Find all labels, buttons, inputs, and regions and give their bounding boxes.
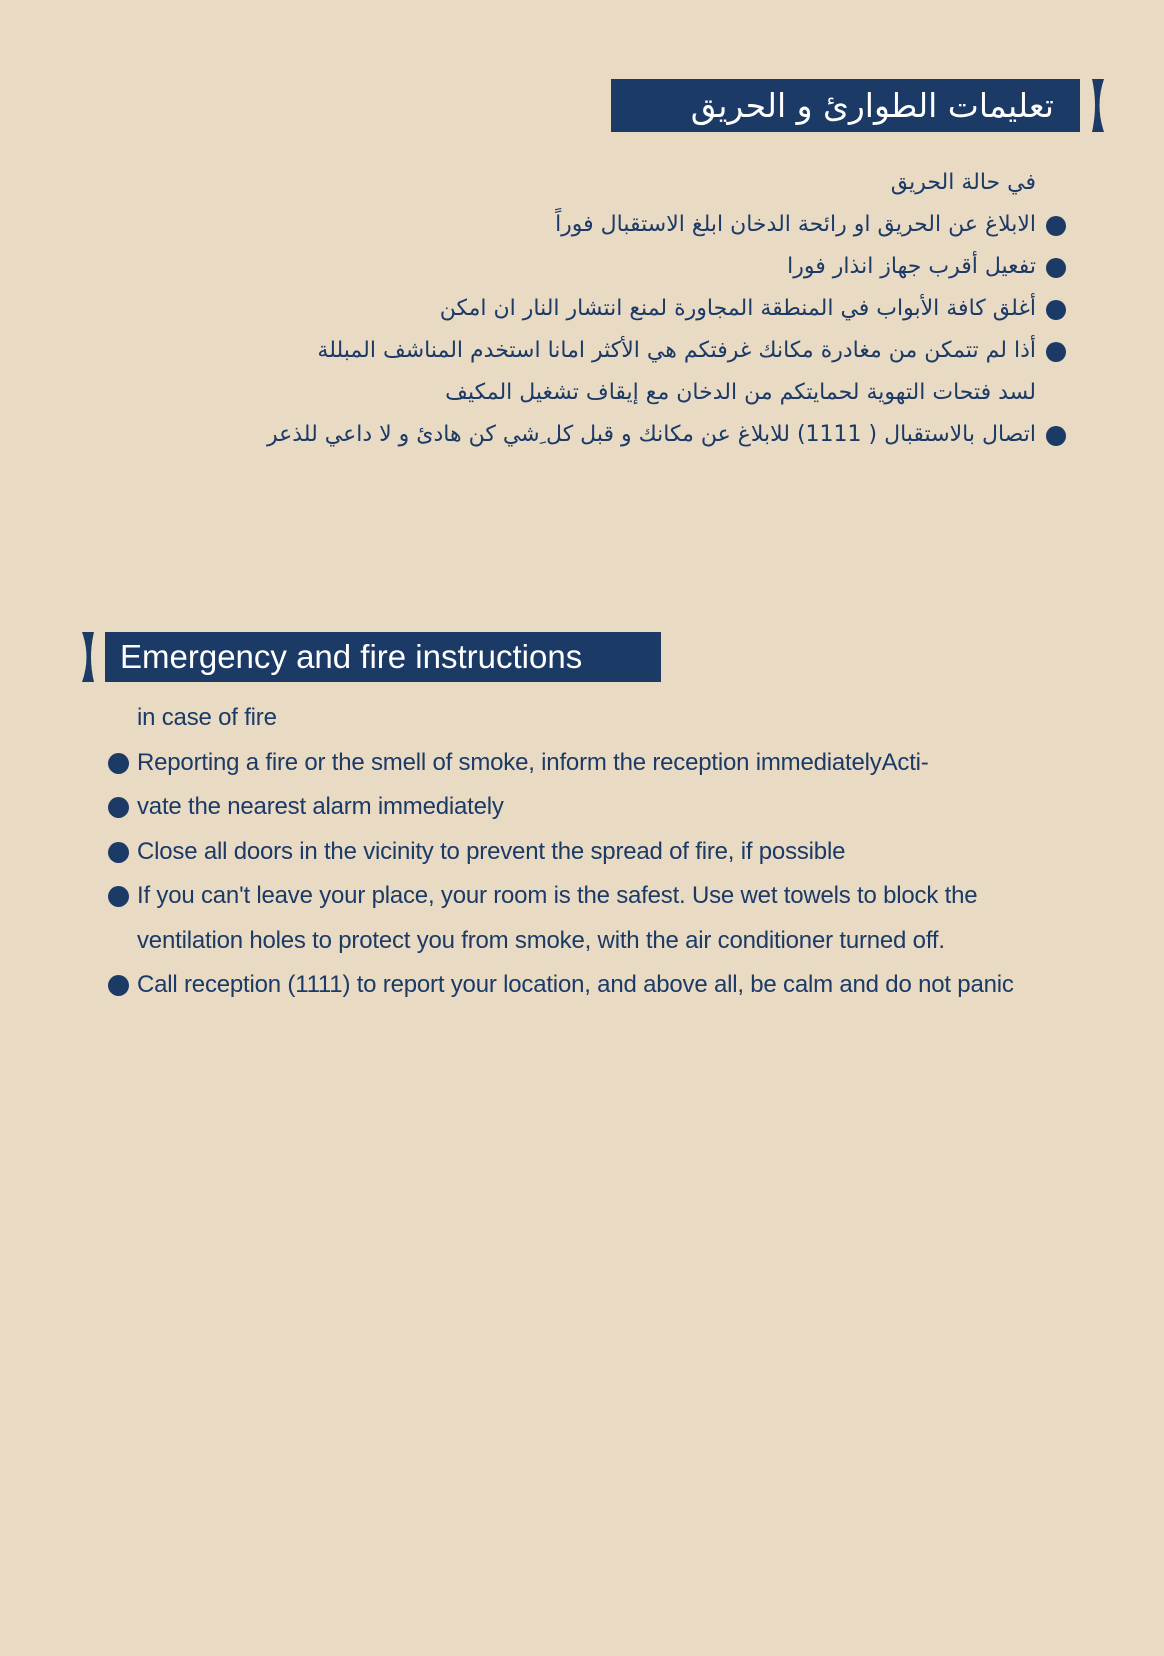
bullet-icon	[108, 753, 129, 774]
english-header-bracket	[76, 632, 96, 682]
bullet-icon	[108, 797, 129, 818]
english-instructions	[137, 696, 1017, 1008]
list-item-text: تفعيل أقرب جهاز انذار فورا	[787, 254, 1036, 279]
list-item-text: اتصال بالاستقبال ( 1111) للابلاغ عن مكانك و قبل كل ِشي كن هادئ و لا داعي للذعر	[266, 422, 1036, 447]
bullet-icon	[108, 886, 129, 907]
bullet-icon	[1046, 258, 1066, 278]
list-item-text: vate the nearest alarm immediately	[137, 793, 504, 820]
arabic-instruction-list	[116, 204, 1036, 456]
list-item-text: Close all doors in the vicinity to prevent the spread of fire, if possible	[137, 837, 846, 865]
list-item	[137, 874, 1017, 963]
list-item-text: If you can't leave your place, your room is the safest. Use wet towels to block the ventilation holes to protect you from smoke, with the air conditioner turned off.	[137, 882, 978, 954]
arabic-header-bracket	[1090, 79, 1110, 132]
arabic-instructions	[116, 162, 1036, 456]
english-intro: in case of fire	[137, 704, 277, 731]
list-item	[116, 246, 1036, 288]
list-item	[137, 963, 1017, 1008]
bullet-icon	[1046, 342, 1066, 362]
list-item	[137, 830, 1017, 875]
list-item-continuation: لسد فتحات التهوية لحمايتكم من الدخان مع إيقاف تشغيل المكيف	[445, 380, 1036, 405]
bullet-icon	[108, 975, 129, 996]
list-item-text: أغلق كافة الأبواب في المنطقة المجاورة لمنع انتشار النار ان امكن	[439, 296, 1036, 321]
list-item	[116, 414, 1036, 456]
list-item-text: Reporting a fire or the smell of smoke, inform the reception immediatelyActi-	[137, 748, 929, 776]
list-item	[137, 785, 1017, 830]
list-item-text: الابلاغ عن الحريق او رائحة الدخان ابلغ الاستقبال فوراً	[555, 212, 1036, 237]
arabic-section-title: تعليمات الطوارئ و الحريق	[611, 79, 1080, 132]
list-item-text: Call reception (1111) to report your location, and above all, be calm and do not panic	[137, 971, 1014, 998]
bullet-icon	[1046, 216, 1066, 236]
bullet-icon	[108, 842, 129, 863]
bullet-icon	[1046, 300, 1066, 320]
list-item	[116, 288, 1036, 330]
list-item	[116, 204, 1036, 246]
english-section-title: Emergency and fire instructions	[105, 632, 661, 682]
list-item	[116, 330, 1036, 414]
bullet-icon	[1046, 426, 1066, 446]
list-item-text: أذا لم تتمكن من مغادرة مكانك غرفتكم هي الأكثر امانا استخدم المناشف المبللة	[317, 338, 1036, 363]
english-instruction-list	[137, 741, 1017, 1008]
arabic-intro: في حالة الحريق	[890, 170, 1036, 195]
list-item	[137, 741, 1017, 786]
